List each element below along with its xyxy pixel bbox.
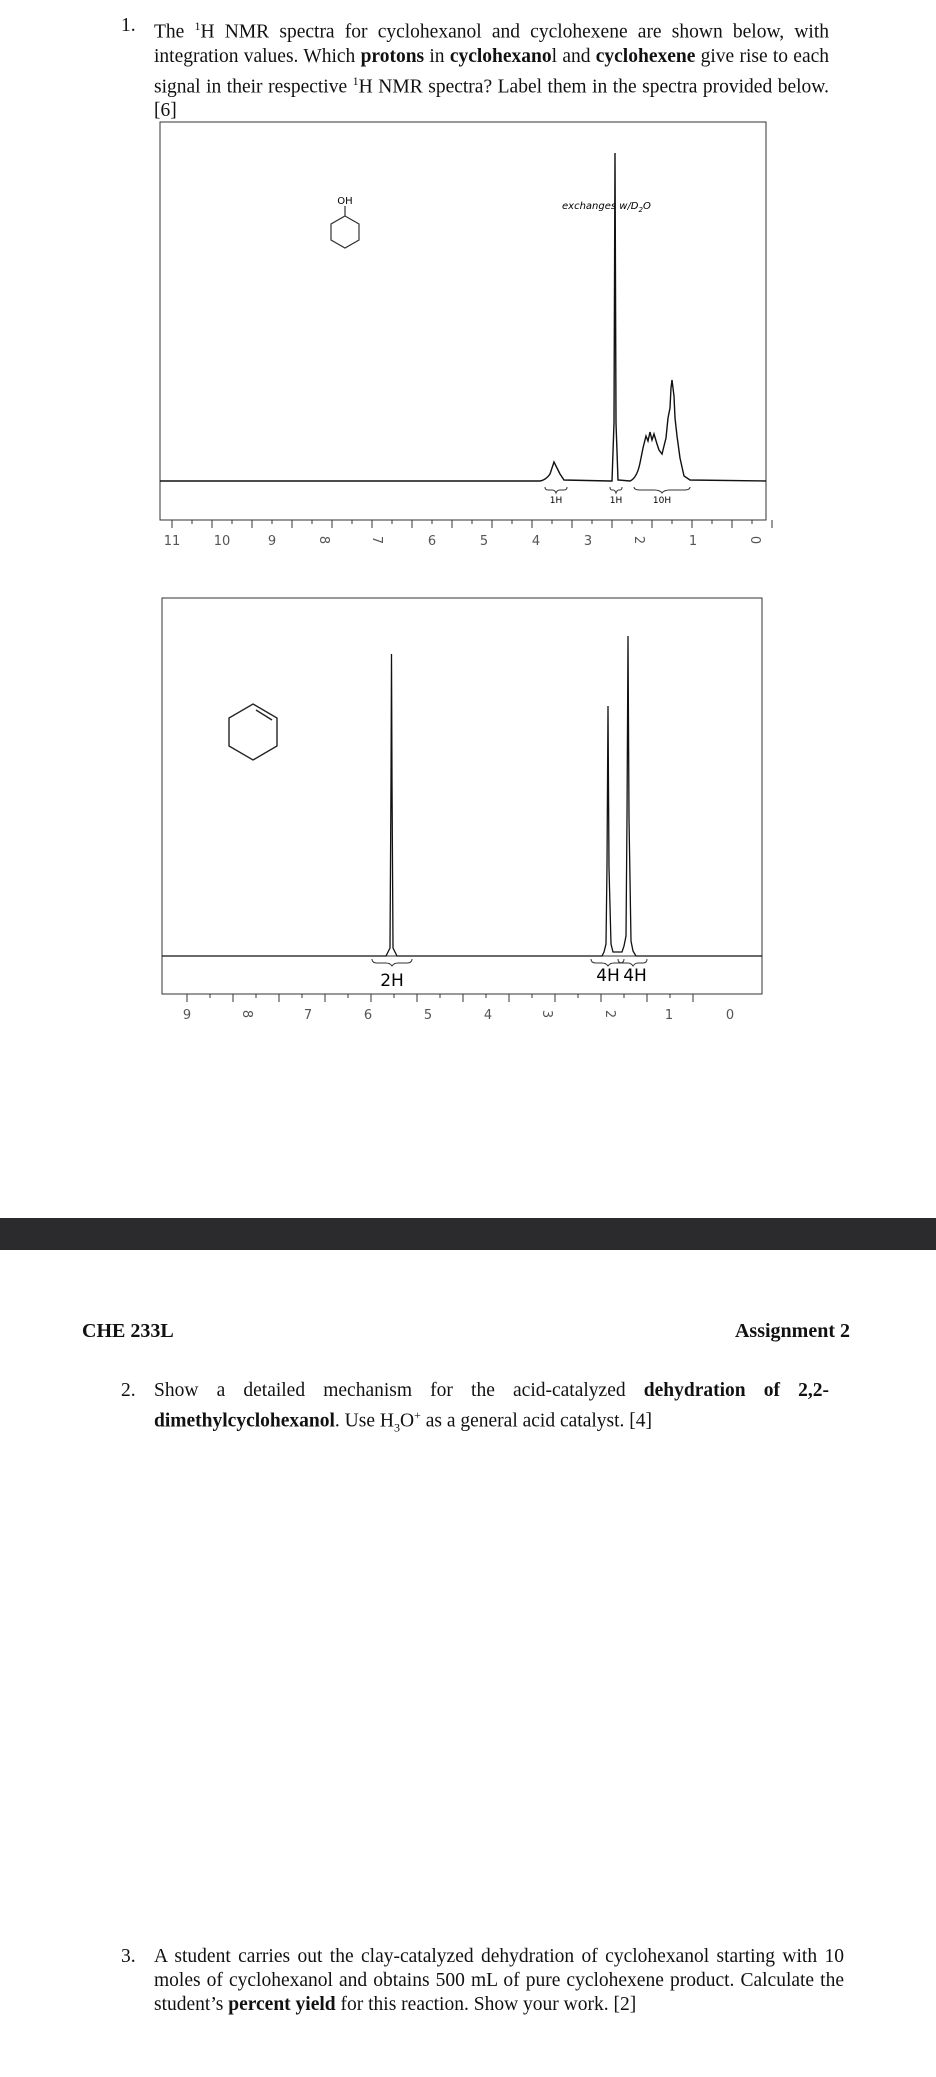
axis-1-tick-label: 5: [479, 534, 489, 549]
axis-1-tick-label: 7: [369, 535, 384, 545]
axis-2-tick-label: 9: [182, 1008, 192, 1023]
axis-1-tick-label: 10: [213, 534, 231, 549]
axis-2-tick-label: 8: [239, 1009, 254, 1019]
nmr-spectrum-cyclohexene: [150, 596, 790, 1036]
axis-2-tick-label: 6: [363, 1008, 373, 1023]
axis-1-tick-label: 0: [747, 535, 762, 545]
nmr-spectrum-cyclohexanol: [150, 118, 790, 558]
integration-label: 4H: [596, 966, 620, 986]
axis-2-tick-label: 7: [303, 1008, 313, 1023]
axis-2-tick-label: 3: [539, 1009, 554, 1019]
axis-2-ticks: [187, 994, 693, 1002]
integration-label: 2H: [380, 971, 404, 991]
nmr-spectrum-1-svg: [150, 118, 790, 558]
axis-2-tick-label: 2: [602, 1009, 617, 1019]
question-2: 2. Show a detailed mechanism for the acid-catalyzed dehydration of 2,2-dimethylcyclohexanol. Use $H_3O^+$ as a general acid catalyst. [4]: [121, 1380, 829, 1435]
integration-brackets-2: [372, 959, 647, 966]
integration-label: 1H: [549, 496, 563, 506]
assignment-title: Assignment 2: [734, 1320, 850, 1342]
axis-2-tick-label: 4: [483, 1008, 493, 1023]
axis-2-tick-label: 1: [664, 1008, 674, 1023]
integration-brackets-1: [545, 487, 690, 493]
axis-1-tick-label: 3: [583, 534, 593, 549]
axis-2-tick-label: 5: [423, 1008, 433, 1023]
page-divider: [0, 1218, 936, 1250]
axis-1-tick-label: 1: [688, 534, 698, 549]
integration-label: 4H: [623, 966, 647, 986]
question-1: 1. The $^1$H NMR spectra for cyclohexanol and cyclohexene are shown below, with integration values. Which protons in cyclohexanol and cyclohexene give rise to each signal in their respective $^1$H NMR spectra? Label them in the spectra provided below. [6]: [121, 15, 830, 121]
cyclohexene-structure: [229, 704, 277, 760]
exchange-annotation: exchanges $w/D_2O$: [562, 201, 651, 214]
axis-1-tick-label: 9: [267, 534, 277, 549]
oh-label: OH: [337, 196, 353, 207]
axis-1-tick-label: 11: [163, 534, 181, 549]
axis-1-ticks: [172, 520, 772, 528]
axis-2-tick-label: 0: [725, 1008, 735, 1023]
question-1-number: 1.: [121, 15, 136, 36]
question-3-number: 3.: [121, 1946, 136, 1967]
axis-1-tick-label: 6: [427, 534, 437, 549]
question-3: 3. A student carries out the clay-catalyzed dehydration of cyclohexanol starting with 10 moles of cyclohexanol and obtains 500 mL of pure cyclohexene product. Calculate the student’s percent yield for this reaction. Show your work. [2]: [121, 1946, 844, 2015]
axis-1-tick-label: 4: [531, 534, 541, 549]
course-code: CHE 233L: [82, 1320, 174, 1342]
integration-label: 1H: [609, 496, 623, 506]
axis-1-tick-label: 2: [631, 535, 646, 545]
axis-1-tick-label: 8: [316, 535, 331, 545]
integration-label: 10H: [652, 496, 672, 506]
nmr-spectrum-2-svg: [150, 596, 790, 1036]
question-2-number: 2.: [121, 1380, 136, 1401]
cyclohexanol-structure: [331, 206, 359, 248]
